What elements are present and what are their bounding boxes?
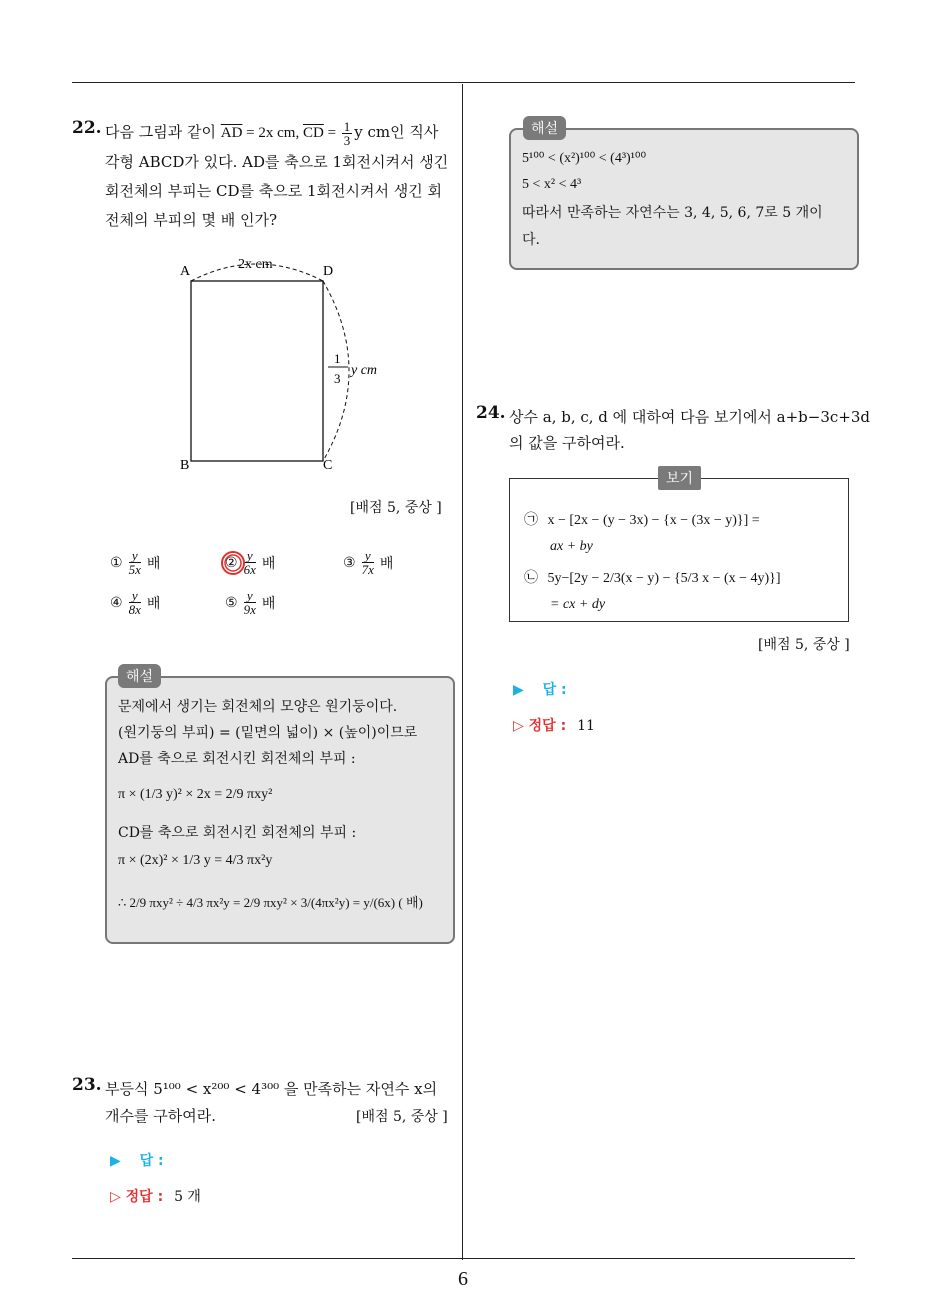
q23-line1: 부등식 5¹⁰⁰ < x²⁰⁰ < 4³⁰⁰ 을 만족하는 자연수 x의 bbox=[105, 1080, 438, 1098]
q22-line1: 다음 그림과 같이 $\overline{AD} = 2x$ cm, $\overline{CD}$ = $\frac{1}{3}$ y cm인 직사 bbox=[105, 118, 439, 148]
label-b: B bbox=[180, 458, 190, 473]
outline-arrow-icon: ▷ bbox=[110, 1189, 121, 1205]
side-length-label: y cm bbox=[351, 363, 378, 378]
choice-3[interactable]: ③ $\frac{y}{7x}$ 배 bbox=[343, 548, 394, 577]
q22-sol-line3: AD를 축으로 회전시킨 회전체의 부피 : bbox=[118, 751, 356, 767]
q24-correct: ▷ 정답 : 11 bbox=[513, 718, 595, 734]
q23-sol-line2: 5 < x² < 4³ bbox=[522, 177, 582, 192]
label-a: A bbox=[180, 264, 191, 279]
q22-sol-line1: 문제에서 생기는 회전체의 모양은 원기둥이다. bbox=[118, 699, 398, 715]
top-rule bbox=[72, 82, 855, 83]
bogi-tag: 보기 bbox=[658, 466, 701, 490]
label-d: D bbox=[323, 264, 334, 279]
bogi-item1-line1: ㉠ x − [2x − (y − 3x) − {x − (3x − y)}] = bbox=[524, 513, 760, 528]
label-c: C bbox=[323, 458, 333, 473]
q23-number: 23. bbox=[72, 1075, 102, 1095]
choice-2[interactable]: ② $\frac{y}{6x}$ 배 bbox=[225, 549, 275, 576]
bogi-item2-line1: ㉡ 5y−[2y − 2/3(x − y) − {5/3 x − (x − 4y)}] bbox=[524, 571, 781, 586]
q22-line4: 전체의 부피의 몇 배 인가? bbox=[105, 211, 278, 229]
q23-score: [배점 5, 중상 ] bbox=[356, 1109, 448, 1125]
q24-number: 24. bbox=[476, 403, 506, 423]
choice-1[interactable]: ① $\frac{y}{5x}$ 배 bbox=[110, 548, 161, 577]
q24-line2: 의 값을 구하여라. bbox=[509, 434, 625, 452]
play-arrow-icon: ▶ bbox=[110, 1153, 121, 1169]
side-frac-den: 3 bbox=[334, 371, 341, 386]
q22-sol-line6: π × (2x)² × 1/3 y = 4/3 πx²y bbox=[118, 853, 273, 868]
bogi-item1-line2: ax + by bbox=[550, 539, 593, 554]
q22-sol-line2: (원기둥의 부피) = (밑면의 넓이) × (높이)이므로 bbox=[118, 725, 418, 741]
choice-4[interactable]: ④ $\frac{y}{8x}$ 배 bbox=[110, 588, 161, 617]
q24-line1: 상수 a, b, c, d 에 대하여 다음 보기에서 a+b−3c+3d bbox=[509, 408, 870, 426]
q22-score: [배점 5, 중상 ] bbox=[350, 500, 442, 516]
q24-answer[interactable]: ▶ 답 : bbox=[513, 682, 567, 698]
page-number: 6 bbox=[458, 1268, 468, 1290]
side-frac-num: 1 bbox=[334, 351, 341, 366]
q23-answer[interactable]: ▶ 답 : bbox=[110, 1153, 164, 1169]
column-divider bbox=[462, 84, 463, 1260]
q24-score: [배점 5, 중상 ] bbox=[758, 637, 850, 653]
q23-correct: ▷ 정답 : 5 개 bbox=[110, 1189, 201, 1205]
q22-stem bbox=[105, 118, 457, 235]
top-length-label: 2x cm bbox=[238, 257, 273, 272]
q22-rectangle-figure bbox=[170, 255, 390, 475]
outline-arrow-icon: ▷ bbox=[513, 718, 524, 734]
q22-line3: 회전체의 부피는 CD를 축으로 1회전시켜서 생긴 회 bbox=[105, 182, 442, 200]
bogi-item2-line2: = cx + dy bbox=[550, 597, 606, 612]
q22-sol-line4: π × (1/3 y)² × 2x = 2/9 πxy² bbox=[118, 787, 273, 802]
q22-sol-line7: ∴ 2/9 πxy² ÷ 4/3 πx²y = 2/9 πxy² × 3/(4πx²y) = y/(6x) ( 배) bbox=[118, 895, 423, 910]
q22-sol-line5: CD를 축으로 회전시킨 회전체의 부피 : bbox=[118, 825, 357, 841]
q22-line2: 각형 ABCD가 있다. AD를 축으로 1회전시켜서 생긴 bbox=[105, 153, 449, 171]
q22-solution-tag: 해설 bbox=[118, 664, 161, 688]
q23-sol-line3: 따라서 만족하는 자연수는 3, 4, 5, 6, 7로 5 개이 bbox=[522, 205, 823, 221]
play-arrow-icon: ▶ bbox=[513, 682, 524, 698]
q23-sol-line1: 5¹⁰⁰ < (x²)¹⁰⁰ < (4³)¹⁰⁰ bbox=[522, 151, 647, 166]
choice-5[interactable]: ⑤ $\frac{y}{9x}$ 배 bbox=[225, 588, 276, 617]
q22-number: 22. bbox=[72, 118, 102, 138]
bottom-rule bbox=[72, 1258, 855, 1259]
q22-fraction: $\frac{1}{3}$ bbox=[343, 118, 351, 148]
q23-line2: 개수를 구하여라. bbox=[105, 1107, 216, 1125]
q23-sol-line4: 다. bbox=[522, 232, 540, 248]
red-circle-mark-icon bbox=[219, 549, 247, 577]
q23-solution-tag: 해설 bbox=[523, 116, 566, 140]
